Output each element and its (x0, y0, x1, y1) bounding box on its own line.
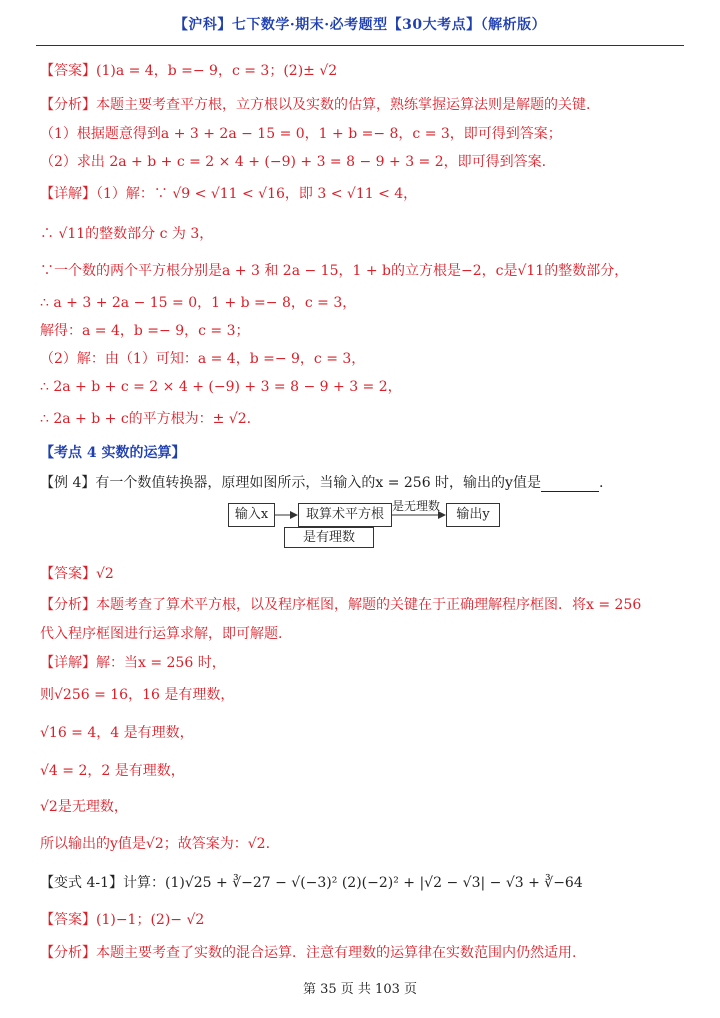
flow-output-box: 输出y (446, 503, 500, 527)
analysis-step2: （2）求出 2a + b + c = 2 × 4 + (−9) + 3 = 8 − 9 + 3 = 2，即可得到答案. (40, 154, 547, 170)
detail-line-4: ∴ a + 3 + 2a − 15 = 0，1 + b =− 8，c = 3， (40, 295, 357, 311)
page-footer: 第 35 页 共 103 页 (302, 982, 418, 997)
example-4-text: 【例 4】有一个数值转换器，原理如图所示，当输入的x = 256 时，输出的y值是 (40, 475, 541, 491)
flow-rational-box: 是有理数 (284, 527, 374, 548)
answer-line-3: 【答案】(1)−1；(2)− √2 (40, 912, 205, 928)
analysis-line: 【分析】本题主要考查平方根，立方根以及实数的估算，熟练掌握运算法则是解题的关键. (40, 97, 591, 113)
variant-4-1: 【变式 4-1】计算：(1)√25 + ∛−27 − √(−3)² (2)(−2)² + |√2 − √3| − √3 + ∛−64 (40, 875, 583, 891)
detail-2-line-4: √4 = 2，2 是有理数， (40, 763, 185, 779)
detail-2-line-2: 则√256 = 16，16 是有理数， (40, 687, 235, 703)
analysis-line-2b: 代入程序框图进行运算求解，即可解题. (40, 626, 283, 642)
detail-line-6: （2）解：由（1）可知：a = 4，b =− 9，c = 3， (40, 351, 366, 367)
page-header: 【沪科】七下数学·期末·必考题型【30大考点】（解析版） (173, 17, 547, 33)
detail-line-5: 解得：a = 4，b =− 9，c = 3； (40, 323, 250, 339)
section-title: 【考点 4 实数的运算】 (40, 445, 186, 461)
detail-2-line-1: 【详解】解：当x = 256 时， (40, 655, 226, 671)
detail-line-2: ∴ √11的整数部分 c 为 3， (40, 226, 214, 242)
detail-line-1: 【详解】（1）解：∵ √9 < √11 < √16，即 3 < √11 < 4， (40, 186, 418, 202)
detail-2-line-5: √2是无理数， (40, 799, 128, 815)
analysis-step1: （1）根据题意得到a + 3 + 2a − 15 = 0，1 + b =− 8，c = 3，即可得到答案； (40, 126, 562, 142)
detail-2-line-6: 所以输出的y值是√2；故答案为：√2. (40, 836, 271, 852)
flow-irrational-label: 是无理数 (392, 499, 441, 513)
answer-line: 【答案】(1)a = 4，b =− 9，c = 3；(2)± √2 (40, 63, 338, 79)
detail-line-3: ∵一个数的两个平方根分别是a + 3 和 2a − 15，1 + b的立方根是−2，c是√11的整数部分， (40, 263, 629, 279)
detail-line-7: ∴ 2a + b + c = 2 × 4 + (−9) + 3 = 8 − 9 + 3 = 2， (40, 379, 402, 395)
example-4-period: . (598, 475, 604, 491)
analysis-line-2: 【分析】本题考查了算术平方根，以及程序框图，解题的关键在于正确理解程序框图．将x = 256 (40, 597, 642, 613)
detail-2-line-3: √16 = 4，4 是有理数， (40, 725, 194, 741)
analysis-line-3: 【分析】本题主要考查了实数的混合运算．注意有理数的运算律在实数范围内仍然适用. (40, 945, 577, 961)
detail-line-8: ∴ 2a + b + c的平方根为：± √2. (40, 411, 252, 427)
answer-line-2: 【答案】√2 (40, 566, 114, 582)
flow-input-box: 输入x (228, 503, 275, 527)
flow-process-box: 取算术平方根 (298, 503, 392, 527)
